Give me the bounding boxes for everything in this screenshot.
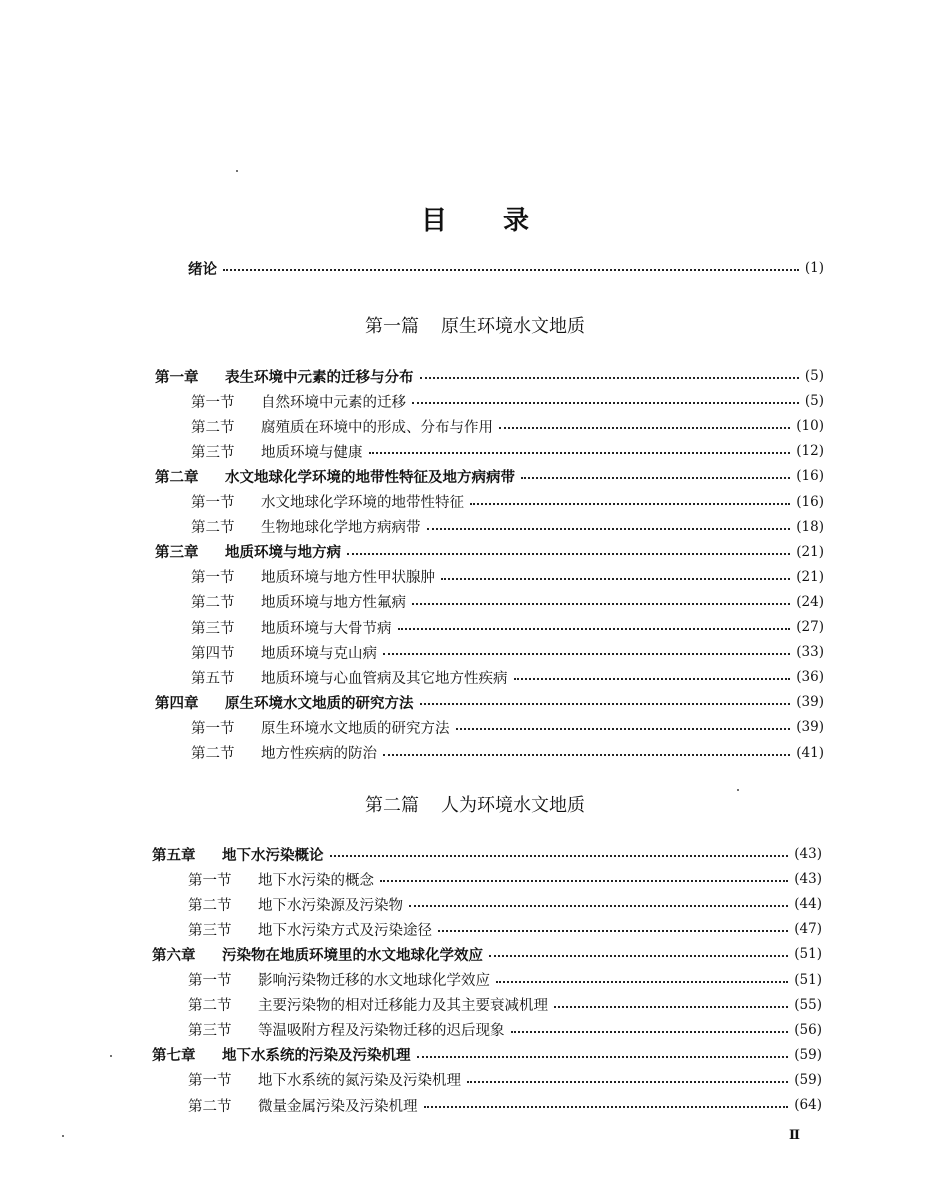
toc-section-entry[interactable]: [188, 1018, 822, 1042]
dot-leader: [409, 905, 788, 907]
entry-title: 地下水污染的概念: [258, 872, 374, 889]
toc-chapter-entry[interactable]: [155, 540, 824, 564]
entry-title: 生物地球化学地方病病带: [261, 520, 421, 537]
dot-leader: [347, 553, 790, 555]
entry-label: 第五节: [191, 670, 235, 687]
entry-title: 地下水污染源及污染物: [258, 897, 403, 914]
dot-leader: [514, 678, 791, 680]
dot-leader: [496, 981, 788, 983]
dot-leader: [467, 1081, 788, 1083]
entry-title: 地下水污染概论: [222, 847, 324, 864]
entry-page: (1): [804, 260, 824, 276]
entry-page: (59): [794, 1071, 822, 1088]
entry-label: 第四节: [191, 645, 235, 662]
entry-page: (16): [796, 468, 824, 485]
entry-page: (5): [804, 393, 824, 410]
entry-title: 地质环境与地方性氟病: [261, 595, 406, 612]
entry-page: (36): [796, 669, 824, 686]
dot-leader: [417, 1056, 789, 1058]
entry-label: 第三节: [191, 620, 235, 637]
entry-label: 第五章: [152, 847, 196, 864]
toc-section-entry[interactable]: [191, 715, 824, 739]
toc-section-entry[interactable]: [188, 1093, 822, 1117]
entry-label: 第二节: [191, 595, 235, 612]
dot-leader: [383, 754, 790, 756]
entry-title: 水文地球化学环境的地带性特征: [261, 495, 464, 511]
entry-title: 绪论: [188, 261, 217, 278]
entry-title: 地质环境与地方病: [225, 545, 341, 562]
entry-label: 第七章: [152, 1048, 196, 1065]
entry-title: 腐殖质在环境中的形成、分布与作用: [261, 419, 493, 436]
dot-leader: [499, 427, 790, 429]
entry-page: (59): [794, 1046, 822, 1063]
entry-title: 地质环境与心血管病及其它地方性疾病: [261, 670, 508, 687]
part-label: 第二篇: [365, 795, 419, 816]
title-char-1: 目: [420, 206, 447, 236]
dot-leader: [438, 930, 788, 932]
toc-section-entry[interactable]: [191, 439, 824, 463]
scan-speck: [737, 789, 739, 791]
toc-section-entry[interactable]: [188, 993, 822, 1017]
toc-section-entry[interactable]: [191, 615, 824, 639]
entry-page: (64): [794, 1097, 822, 1113]
entry-title: 影响污染物迁移的水文地球化学效应: [258, 973, 490, 989]
entry-page: (18): [796, 518, 824, 535]
entry-title: 地下水污染方式及污染途径: [258, 922, 432, 939]
entry-label: 第二章: [155, 469, 199, 486]
toc-section-entry[interactable]: [191, 665, 824, 689]
entry-label: 第六章: [152, 947, 196, 964]
dot-leader: [380, 880, 788, 882]
part-title: 原生环境水文地质: [441, 316, 585, 337]
entry-page: (10): [796, 418, 824, 435]
entry-label: 第二节: [188, 1098, 232, 1115]
entry-title: 原生环境水文地质的研究方法: [225, 695, 414, 712]
toc-entry-intro[interactable]: [188, 256, 824, 280]
entry-page: (43): [794, 846, 822, 862]
dot-leader: [420, 377, 799, 379]
entry-label: 第一节: [191, 394, 235, 411]
entry-page: (47): [794, 921, 822, 938]
entry-page: (56): [794, 1021, 822, 1038]
entry-page: (51): [794, 946, 822, 963]
part-heading-2: [0, 791, 950, 817]
toc-section-entry[interactable]: [191, 565, 824, 589]
entry-page: (33): [796, 644, 824, 661]
dot-leader: [383, 653, 790, 655]
toc-section-entry[interactable]: [191, 640, 824, 664]
toc-chapter-entry[interactable]: [155, 464, 824, 488]
scan-speck: [62, 1135, 64, 1137]
entry-label: 第一节: [191, 495, 235, 511]
entry-page: (39): [796, 694, 824, 711]
entry-title: 地质环境与大骨节病: [261, 620, 392, 637]
dot-leader: [223, 269, 799, 271]
entry-page: (27): [796, 619, 824, 635]
dot-leader: [412, 603, 790, 605]
dot-leader: [489, 955, 788, 957]
toc-section-entry[interactable]: [188, 1068, 822, 1092]
dot-leader: [420, 703, 791, 705]
entry-page: (41): [796, 744, 824, 761]
toc-section-entry[interactable]: [188, 892, 822, 916]
entry-page: (21): [796, 543, 824, 560]
entry-label: 第二节: [188, 998, 232, 1015]
entry-label: 第一节: [191, 570, 235, 587]
dot-leader: [456, 728, 791, 730]
dot-leader: [441, 578, 790, 580]
entry-title: 污染物在地质环境里的水文地球化学效应: [222, 947, 483, 964]
toc-section-entry[interactable]: [188, 917, 822, 941]
part-heading-1: [0, 312, 950, 338]
dot-leader: [398, 628, 791, 630]
entry-title: 自然环境中元素的迁移: [261, 394, 406, 411]
entry-label: 第三节: [188, 922, 232, 939]
entry-title: 微量金属污染及污染机理: [258, 1098, 418, 1115]
scan-speck: [236, 170, 238, 172]
entry-label: 第四章: [155, 695, 199, 712]
page-number: Ⅱ: [789, 1128, 800, 1143]
entry-title: 地方性疾病的防治: [261, 746, 377, 762]
dot-leader: [330, 855, 789, 857]
entry-title: 主要污染物的相对迁移能力及其主要衰减机理: [258, 998, 548, 1015]
entry-page: (21): [796, 568, 824, 585]
dot-leader: [521, 477, 790, 479]
entry-label: 第三节: [188, 1023, 232, 1040]
toc-chapter-entry[interactable]: [155, 690, 824, 714]
entry-title: 等温吸附方程及污染物迁移的迟后现象: [258, 1023, 505, 1040]
toc-section-entry[interactable]: [191, 414, 824, 438]
dot-leader: [412, 402, 799, 404]
page-title: [0, 200, 950, 237]
entry-page: (24): [796, 593, 824, 610]
toc-section-entry[interactable]: [188, 867, 822, 891]
title-char-2: 录: [503, 206, 530, 236]
entry-label: 第一节: [188, 973, 232, 989]
entry-title: 地下水系统的污染及污染机理: [222, 1048, 411, 1065]
entry-title: 原生环境水文地质的研究方法: [261, 720, 450, 737]
toc-chapter-entry[interactable]: [155, 364, 824, 388]
entry-title: 地质环境与健康: [261, 444, 363, 461]
entry-label: 第一节: [191, 720, 235, 737]
entry-page: (43): [794, 871, 822, 888]
entry-title: 水文地球化学环境的地带性特征及地方病病带: [225, 469, 515, 486]
scan-speck: [110, 1055, 112, 1057]
part-label: 第一篇: [365, 316, 419, 337]
toc-chapter-entry[interactable]: [152, 942, 822, 966]
toc-section-entry[interactable]: [188, 968, 822, 992]
entry-page: (51): [794, 971, 822, 988]
toc-section-entry[interactable]: [191, 490, 824, 514]
entry-page: (44): [794, 896, 822, 913]
toc-chapter-entry[interactable]: [152, 1043, 822, 1067]
entry-label: 第一节: [188, 1073, 232, 1090]
entry-page: (5): [804, 368, 824, 384]
entry-title: 表生环境中元素的迁移与分布: [225, 369, 414, 386]
entry-label: 第二节: [191, 746, 235, 762]
entry-page: (39): [796, 719, 824, 736]
dot-leader: [554, 1006, 788, 1008]
entry-title: 地下水系统的氮污染及污染机理: [258, 1073, 461, 1090]
toc-section-entry[interactable]: [191, 590, 824, 614]
entry-label: 第三章: [155, 545, 199, 562]
entry-label: 第一章: [155, 369, 199, 386]
entry-label: 第一节: [188, 872, 232, 889]
toc-section-entry[interactable]: [191, 741, 824, 765]
entry-page: (12): [796, 443, 824, 460]
toc-section-entry[interactable]: [191, 515, 824, 539]
entry-title: 地质环境与地方性甲状腺肿: [261, 570, 435, 587]
dot-leader: [511, 1031, 789, 1033]
dot-leader: [369, 452, 791, 454]
entry-title: 地质环境与克山病: [261, 645, 377, 662]
entry-page: (16): [796, 493, 824, 510]
dot-leader: [470, 503, 790, 505]
entry-page: (55): [794, 996, 822, 1013]
toc-section-entry[interactable]: [191, 389, 824, 413]
dot-leader: [424, 1106, 789, 1108]
entry-label: 第三节: [191, 444, 235, 461]
part-title: 人为环境水文地质: [441, 795, 585, 816]
entry-label: 第二节: [191, 419, 235, 436]
entry-label: 第二节: [188, 897, 232, 914]
entry-label: 第二节: [191, 520, 235, 537]
toc-chapter-entry[interactable]: [152, 842, 822, 866]
dot-leader: [427, 528, 791, 530]
